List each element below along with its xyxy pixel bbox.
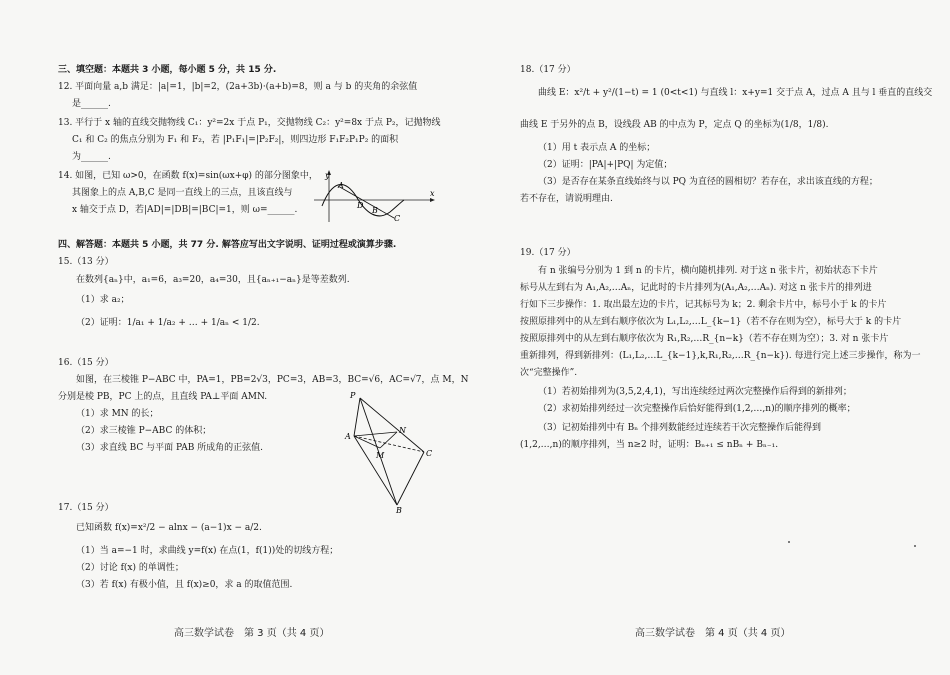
q18-line-2: 曲线 E 于另外的点 B，设线段 AB 的中点为 P，定点 Q 的坐标为(1/8，1/8). bbox=[520, 120, 829, 130]
q19-line-7: 次“完整操作”. bbox=[520, 368, 578, 378]
page-4-footer: 高三数学试卷 第 4 页（共 4 页） bbox=[635, 628, 791, 639]
q18-head: 18.（17 分） bbox=[520, 65, 576, 75]
label-c: C bbox=[426, 449, 433, 458]
q19-line-8: （1）若初始排列为(3,5,2,4,1)，写出连续经过两次完整操作后得到的新排列； bbox=[538, 387, 852, 397]
q18-line-6: 若不存在，请说明理由. bbox=[520, 194, 613, 204]
section-3-header: 三、填空题：本题共 3 小题，每小题 5 分，共 15 分. bbox=[58, 65, 277, 75]
q17-line-3: （2）讨论 f(x) 的单调性； bbox=[76, 563, 184, 573]
label-d: D bbox=[357, 201, 364, 210]
q16-line-3: （1）求 MN 的长； bbox=[76, 409, 159, 419]
q13-line-1: 13. 平行于 x 轴的直线交抛物线 C₁：y²=2x 于点 P₁，交抛物线 C₂：y²=8x 于点 P₂，记抛物线 bbox=[58, 118, 441, 128]
line-abc bbox=[338, 186, 394, 218]
scan-speck bbox=[788, 541, 790, 543]
label-a: A bbox=[338, 181, 344, 190]
q19-line-10: （3）记初始排列中有 Bₙ 个排列数能经过连续若干次完整操作后能得到 bbox=[538, 423, 821, 433]
q16-line-1: 如图，在三棱锥 P−ABC 中，PA=1，PB=2√3，PC=3，AB=3，BC=√6，AC=√7，点 M，N bbox=[76, 375, 469, 385]
edge-pa bbox=[354, 398, 360, 436]
label-b: B bbox=[396, 506, 402, 515]
label-m: M bbox=[376, 451, 385, 460]
q19-line-1: 有 n 张编号分别为 1 到 n 的卡片，横向随机排列. 对于这 n 张卡片，初始状态下卡片 bbox=[538, 266, 878, 276]
q13-line-2: C₁ 和 C₂ 的焦点分别为 F₁ 和 F₂，若 |P₁F₁|=|P₂F₂|，则四边形 F₁F₂P₁P₂ 的面积 bbox=[72, 135, 399, 145]
scan-speck bbox=[914, 545, 916, 547]
label-y: y bbox=[325, 171, 330, 180]
q18-line-4: （2）证明：|PA|+|PQ| 为定值； bbox=[538, 160, 673, 170]
q19-line-3: 行如下三步操作：1. 取出最左边的卡片，记其标号为 k；2. 剩余卡片中，标号小于 k 的卡片 bbox=[520, 300, 887, 310]
x-axis-arrow bbox=[430, 198, 435, 202]
exam-page-4 bbox=[475, 0, 950, 675]
label-x: x bbox=[430, 189, 435, 198]
q15-line-3: （2）证明：1/a₁ + 1/a₂ + … + 1/aₙ < 1/2. bbox=[76, 318, 260, 328]
q17-head: 17.（15 分） bbox=[58, 503, 114, 513]
q12-line-1: 12. 平面向量 a,b 满足：|a|=1，|b|=2，(2a+3b)·(a+b)=8，则 a 与 b 的夹角的余弦值 bbox=[58, 82, 418, 92]
q15-line-2: （1）求 a₂； bbox=[76, 295, 130, 305]
q16-line-5: （3）求直线 BC 与平面 PAB 所成角的正弦值. bbox=[76, 443, 264, 453]
label-p: P bbox=[350, 391, 356, 400]
q17-line-2: （1）当 a=−1 时，求曲线 y=f(x) 在点(1，f(1))处的切线方程； bbox=[76, 546, 339, 556]
q14-line-2: 其图象上的点 A,B,C 是同一直线上的三点，且该直线与 bbox=[72, 188, 293, 198]
q14-line-3: x 轴交于点 D，若|AD|=|DB|=|BC|=1，则 ω=______. bbox=[72, 205, 298, 215]
label-c: C bbox=[394, 214, 401, 223]
q16-tetrahedron-figure bbox=[342, 390, 442, 515]
edge-bc bbox=[397, 452, 424, 505]
q15-line-1: 在数列{aₙ}中，a₁=6，a₃=20，a₄=30，且{aₙ₊₁−aₙ}是等差数列. bbox=[76, 275, 350, 285]
q14-sine-figure bbox=[312, 166, 437, 226]
label-a: A bbox=[345, 432, 351, 441]
q19-line-4: 按照原排列中的从左到右顺序依次为 L₁,L₂,…L_{k−1}（若不存在则为空），标号大于 k 的卡片 bbox=[520, 317, 902, 327]
q18-line-1: 曲线 E：x²/t + y²/(1−t) = 1 (0<t<1) 与直线 l：x+y=1 交于点 A，过点 A 且与 l 垂直的直线交 bbox=[538, 88, 933, 98]
q16-line-2: 分别是棱 PB，PC 上的点，且直线 PA⊥平面 AMN. bbox=[58, 392, 268, 402]
q16-line-4: （2）求三棱锥 P−ABC 的体积； bbox=[76, 426, 212, 436]
q12-line-2: 是______. bbox=[72, 99, 111, 109]
q19-line-9: （2）求初始排列经过一次完整操作后恰好能得到(1,2,…,n)的顺序排列的概率； bbox=[538, 404, 856, 414]
segment-an bbox=[354, 432, 397, 436]
q17-line-1: 已知函数 f(x)=x²/2 − alnx − (a−1)x − a/2. bbox=[76, 523, 262, 533]
q17-line-4: （3）若 f(x) 有极小值，且 f(x)≥0，求 a 的取值范围. bbox=[76, 580, 293, 590]
q19-line-5: 按照原排列中的从左到右顺序依次为 R₁,R₂,…R_{n−k}（若不存在则为空）；3. 对 n 张卡片 bbox=[520, 334, 889, 344]
label-n: N bbox=[399, 426, 406, 435]
q16-head: 16.（15 分） bbox=[58, 358, 114, 368]
edge-ac bbox=[354, 436, 424, 452]
label-b: B bbox=[372, 206, 378, 215]
q19-line-6: 重新排列，得到新排列：(L₁,L₂,…L_{k−1},k,R₁,R₂,…R_{n−k}). 每进行完上述三步操作，称为一 bbox=[520, 351, 921, 361]
q19-line-2: 标号从左到右为 A₁,A₂,…Aₙ，记此时的卡片排列为(A₁,A₂,…Aₙ). 对这 n 张卡片的排列进 bbox=[520, 283, 872, 293]
q18-line-5: （3）是否存在某条直线始终与以 PQ 为直径的圆相切？若存在，求出该直线的方程； bbox=[538, 177, 878, 187]
q13-line-3: 为______. bbox=[72, 152, 111, 162]
q19-head: 19.（17 分） bbox=[520, 248, 576, 258]
page-3-footer: 高三数学试卷 第 3 页（共 4 页） bbox=[174, 628, 330, 639]
q19-line-11: (1,2,…,n)的顺序排列，当 n≥2 时，证明：Bₙ₊₁ ≤ nBₙ + Bₙ₋₁. bbox=[520, 440, 779, 450]
section-4-header: 四、解答题：本题共 5 小题，共 77 分. 解答应写出文字说明、证明过程或演算步骤. bbox=[58, 240, 397, 250]
q18-line-3: （1）用 t 表示点 A 的坐标； bbox=[538, 143, 656, 153]
q14-line-1: 14. 如图，已知 ω>0，在函数 f(x)=sin(ωx+φ) 的部分图象中， bbox=[58, 171, 318, 181]
q15-head: 15.（13 分） bbox=[58, 257, 114, 267]
